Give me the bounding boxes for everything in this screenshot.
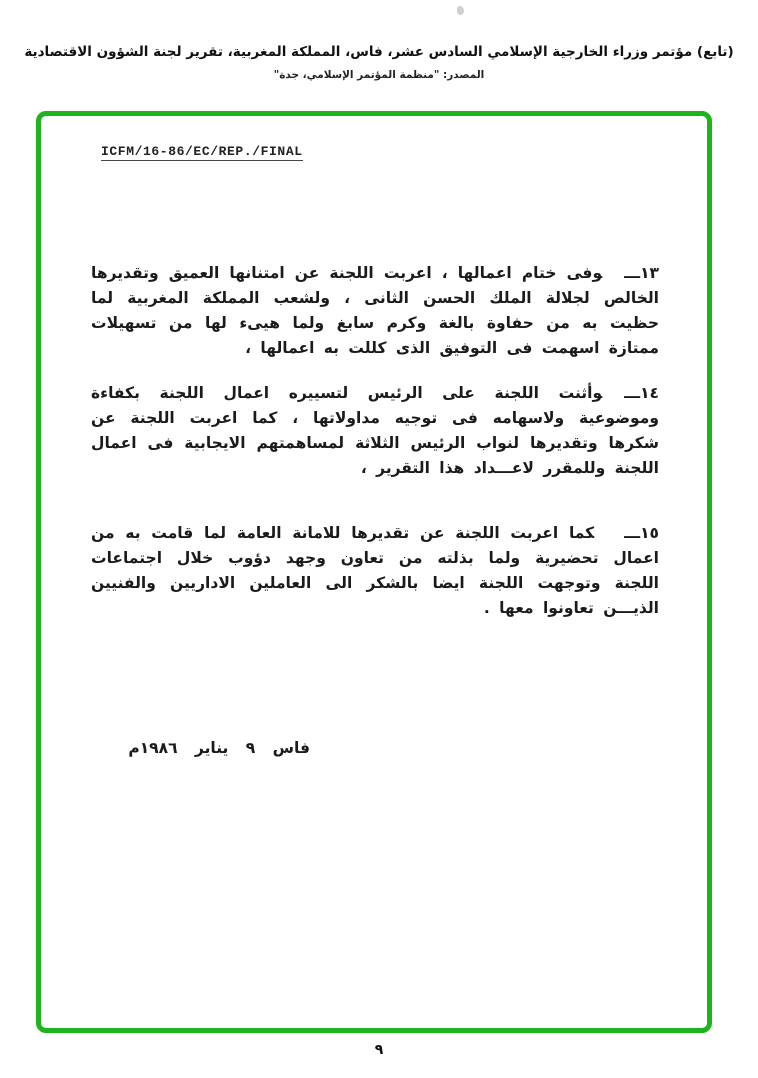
header-title: (تابع) مؤتمر وزراء الخارجية الإسلامي السادس عشر، فاس، المملكة المغربية، تقرير لجنة الشؤون الاقتصادية [24,44,734,60]
paragraph-14 [91,381,659,481]
paragraph-15-number: ١٥ـــ [624,524,659,542]
paragraph-15-text: كما اعربت اللجنة عن تقديرها للامانة العامة لما قامت به من اعمال تحضيرية ولما بذلته من تعاون وجهد دؤوب خلال اجتماعات اللجنة وتوجهت اللجنة ايضا بالشكر الى العاملين الاداريين والفنيين الذيـــن تعاونوا معها . [91,524,659,617]
reference-number: ICFM/16-86/EC/REP./FINAL [101,144,303,159]
frame-inner [41,116,707,1028]
paragraph-14-number: ١٤ـــ [624,384,659,402]
paragraph-13 [91,261,659,361]
scan-artifact-mark [457,6,464,15]
paragraph-13-number: ١٣ـــ [624,264,659,282]
paragraph-13-text: وفى ختام اعمالها ، اعربت اللجنة عن امتنانها العميق وتقديرها الخالص لجلالة الملك الحسن الثانى ، ولشعب المملكة المغربية لما حظيت به من حفاوة بالغة وكرم سابغ ولما هيىء لها من تسهيلات ممتازة اسهمت فى التوفيق الذى كللت به اعمالها ، [91,264,659,357]
dateline: فاس ٩ يناير ١٩٨٦م [128,739,310,757]
page-header [0,44,758,81]
document-body [91,261,659,757]
green-border-frame [36,111,712,1033]
paragraph-15 [91,521,659,621]
page-number: ٩ [374,1042,384,1058]
header-source: المصدر: "منظمة المؤتمر الإسلامي، جدة" [273,69,485,81]
paragraph-14-text: وأثنت اللجنة على الرئيس لتسييره اعمال اللجنة بكفاءة وموضوعية ولاسهامه فى توجيه مداولاتها ، كما اعربت اللجنة عن شكرها وتقديرها لنواب الرئيس الثلاثة لمساهمتهم الايجابية فى اعمال اللجنة وللمقرر لاعـــداد هذا التقرير ، [91,384,659,477]
